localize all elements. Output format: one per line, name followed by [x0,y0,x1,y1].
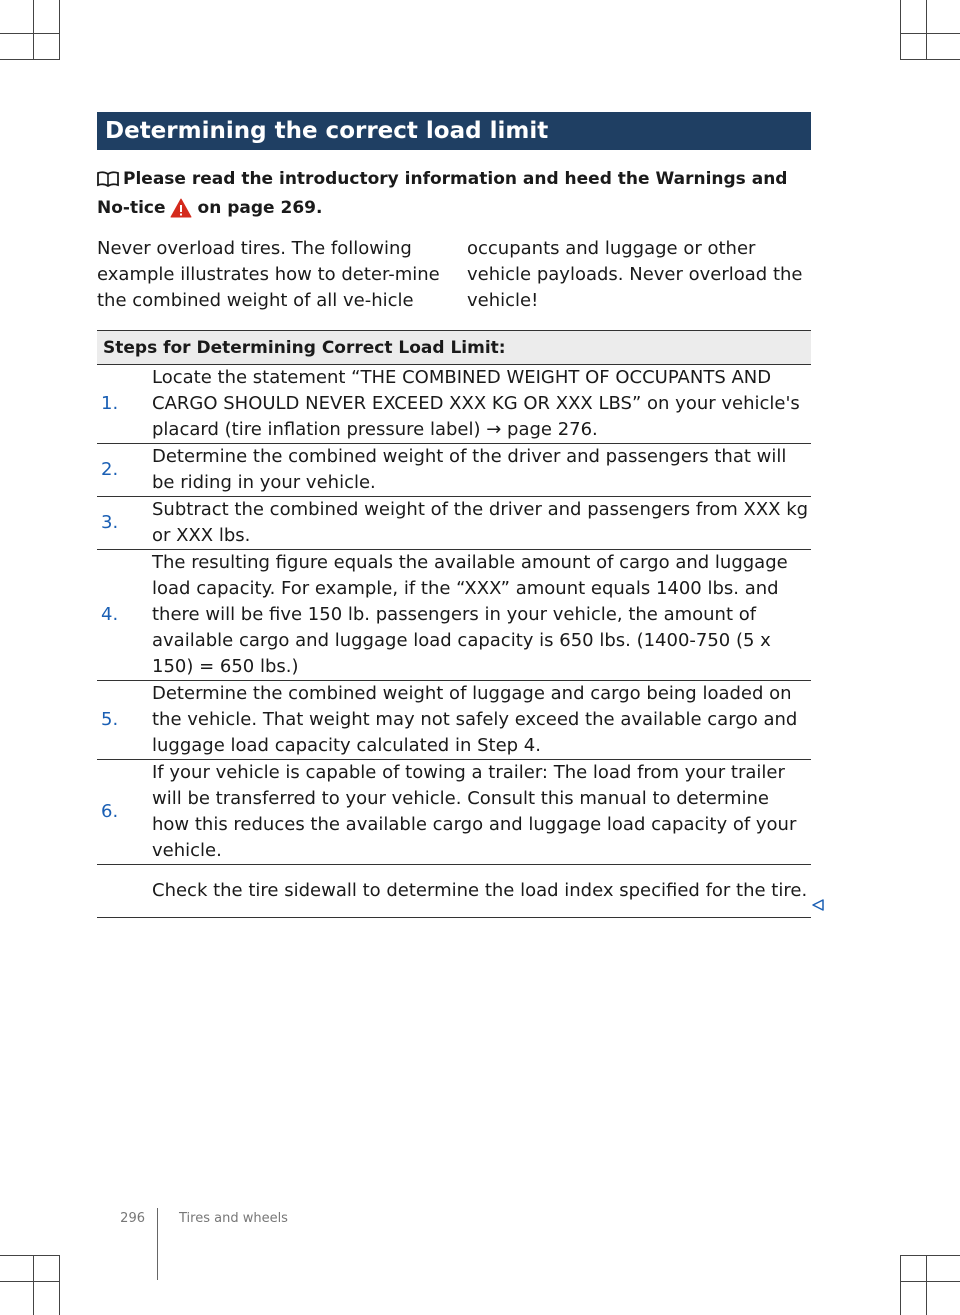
crop-mark [33,0,34,60]
intro-text [97,236,811,314]
step-text: The resulting figure equals the available amount of cargo and luggage load capacity. For example, if the “XXX” amount equals 1400 lbs. and there will be five 150 lb. passengers in your vehicle, the amount of available cargo and luggage load capacity is 650 lbs. (1400-750 (5 x 150) = 650 lbs.) [152,552,788,677]
crop-mark [900,59,960,60]
notice-text: Please read the introductory information and heed the Warnings and No-tice [97,169,788,218]
crop-mark [900,1281,960,1282]
steps-table [97,330,811,918]
crop-mark [900,1255,960,1256]
crop-mark [0,33,60,34]
notice-page-ref: on page 269. [197,198,323,218]
footer-divider [157,1208,158,1280]
step-number: 3. [101,512,119,533]
intro-paragraph: Never overload tires. The following example illustrates how to deter-mine the combined weight of all ve-hicle occupants and luggage or other vehicle payloads. Never overload the vehicle! [97,238,803,311]
crop-mark [33,1255,34,1315]
step-number: 1. [101,393,119,414]
step-number: 6. [101,801,119,822]
table-row [97,681,811,760]
crop-mark [0,1255,60,1256]
table-row [97,497,811,550]
table-row [97,365,811,444]
page-number: 296 [120,1211,145,1226]
step-text: Locate the statement “THE COMBINED WEIGHT OF OCCUPANTS AND CARGO SHOULD NEVER EXCEED XXX KG OR XXX LBS” on your vehicle's placard (tire inflation pressure label) → page 276. [152,367,800,440]
notice [97,166,811,226]
step-text: If your vehicle is capable of towing a trailer: The load from your trailer will be transferred to your vehicle. Consult this manual to determine how this reduces the available cargo and luggage load capacity of your vehicle. [152,762,797,861]
crop-mark [0,1281,60,1282]
table-row [97,760,811,865]
step-text: Determine the combined weight of the driver and passengers that will be riding in your vehicle. [152,446,787,493]
crop-mark [900,33,960,34]
step-number: 4. [101,604,119,625]
table-row [97,550,811,681]
warning-triangle-icon [170,198,192,226]
crop-mark [900,0,901,60]
crop-mark [926,1255,927,1315]
crop-mark [59,0,60,60]
book-icon [97,169,119,195]
crop-mark [0,59,60,60]
crop-mark [59,1255,60,1315]
table-row [97,865,811,918]
step-text: Check the tire sidewall to determine the load index specified for the tire. [152,880,808,901]
section-title: Determining the correct load limit [97,112,811,150]
step-text: Subtract the combined weight of the driver and passengers from XXX kg or XXX lbs. [152,499,809,546]
step-text: Determine the combined weight of luggage and cargo being loaded on the vehicle. That weight may not safely exceed the available cargo and luggage load capacity calculated in Step 4. [152,683,798,756]
continued-triangle-icon [811,897,825,911]
step-number: 2. [101,459,119,480]
crop-mark [900,1255,901,1315]
step-number: 5. [101,709,119,730]
table-row [97,444,811,497]
crop-mark [926,0,927,60]
steps-heading: Steps for Determining Correct Load Limit: [97,330,811,365]
section-name: Tires and wheels [179,1211,288,1226]
